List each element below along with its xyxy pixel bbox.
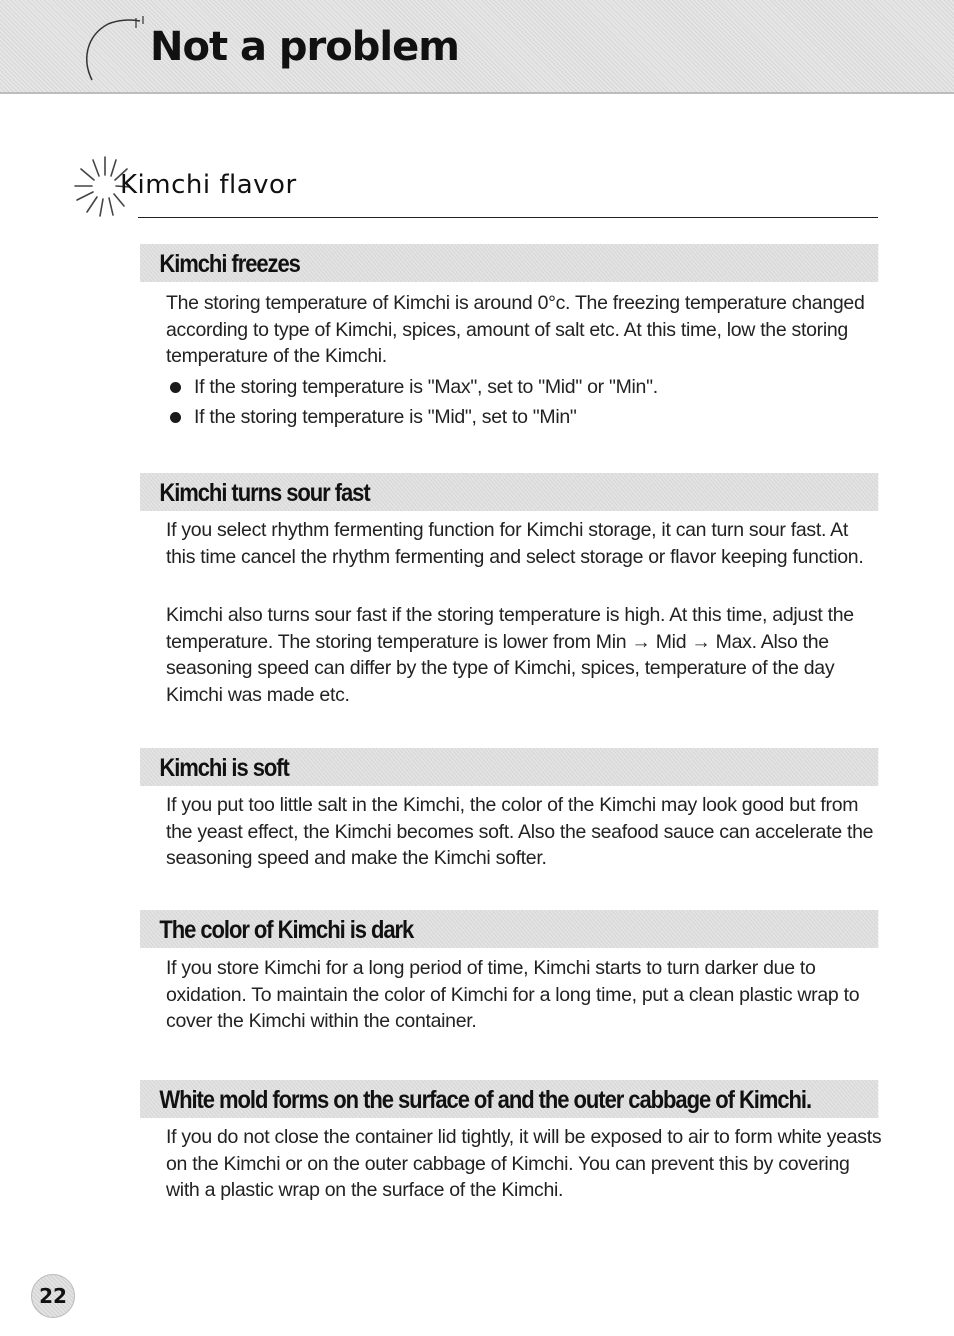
topic-body-kimchi-freezes: The storing temperature of Kimchi is around 0°c. The freezing temperature changed according to type of Kimchi, spices, amount of salt etc. At this time, low the storing temperature of the Kimchi.	[166, 292, 865, 368]
bullet-text: If the storing temperature is "Mid", set to "Min"	[194, 406, 577, 428]
topic-body-paragraph: Kimchi also turns sour fast if the storing temperature is high. At this time, adjust the temperature. The storing temperature is lower from Min → Mid → Max. Also the seasoning speed can differ by the type of Kimchi, spices, temperature of the day Kimchi was made etc.	[166, 604, 854, 707]
topic-body-paragraph: If you select rhythm fermenting function for Kimchi storage, it can turn sour fast. At this time cancel the rhythm fermenting and select storage or flavor keeping function.	[166, 519, 864, 568]
bullet-dot-icon	[170, 412, 181, 423]
page-number: 22	[31, 1274, 75, 1318]
topic-heading-kimchi-is-soft: Kimchi is soft	[140, 748, 878, 786]
section-title: Kimchi flavor	[120, 170, 297, 200]
topic-body-color-dark: If you store Kimchi for a long period of time, Kimchi starts to turn darker due to oxidation. To maintain the color of Kimchi for a long time, put a clean plastic wrap to cover the Kimchi within the container.	[166, 957, 860, 1033]
decorative-arc-icon	[78, 14, 148, 84]
topic-heading-white-mold: White mold forms on the surface of and the outer cabbage of Kimchi.	[140, 1080, 878, 1118]
page-title: Not a problem	[150, 24, 459, 70]
section-divider	[138, 217, 878, 218]
topic-body-white-mold: If you do not close the container lid tightly, it will be exposed to air to form white yeasts on the Kimchi or on the outer cabbage of Kimchi. You can prevent this by covering with a plastic wrap on the surface of the Kimchi.	[166, 1126, 882, 1202]
topic-heading-kimchi-freezes: Kimchi freezes	[140, 244, 878, 282]
topic-heading-kimchi-turns-sour: Kimchi turns sour fast	[140, 473, 878, 511]
bullet-text: If the storing temperature is "Max", set to "Mid" or "Min".	[194, 376, 658, 398]
bullet-dot-icon	[170, 382, 181, 393]
topic-body-kimchi-is-soft: If you put too little salt in the Kimchi, the color of the Kimchi may look good but from the yeast effect, the Kimchi becomes soft. Also the seafood sauce can accelerate the seasoning speed and make the Kimchi softer.	[166, 794, 874, 870]
topic-heading-color-dark: The color of Kimchi is dark	[140, 910, 878, 948]
